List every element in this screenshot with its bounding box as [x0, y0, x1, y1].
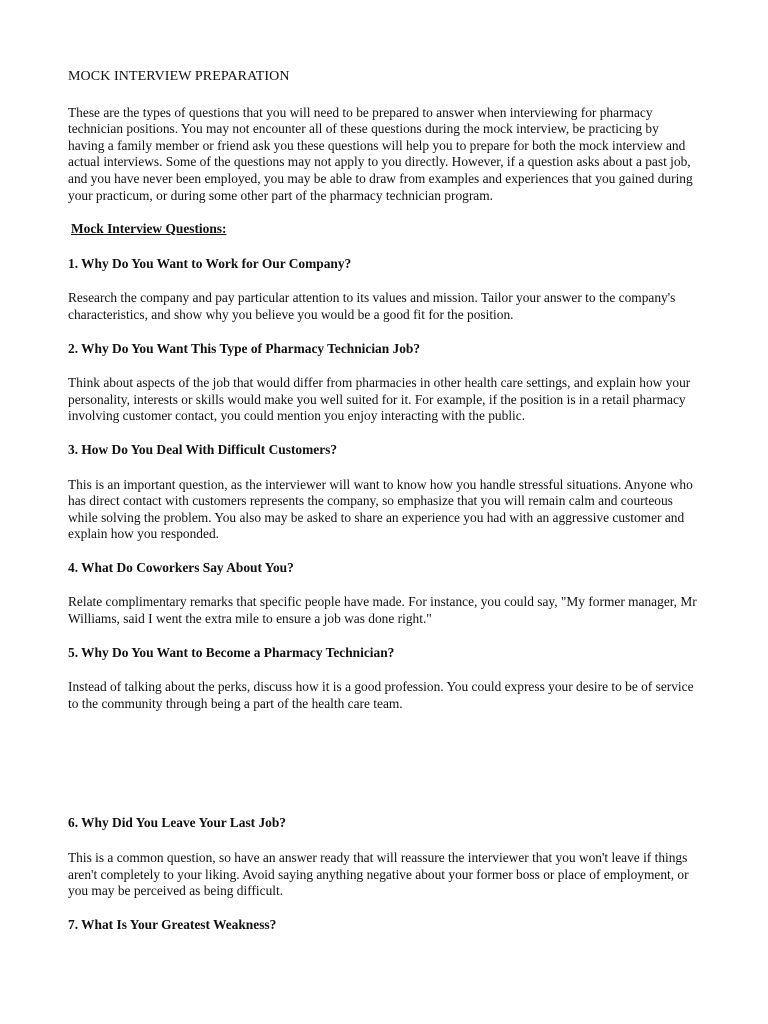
- answer-2: Think about aspects of the job that would differ from pharmacies in other health care settings, and explain how your personality, interests or skills would make you well suited for it. For example, if the position is in a retail pharmacy involving customer contact, you could mention you enjoy interacting with the public.: [68, 375, 691, 424]
- answer-5: Instead of talking about the perks, discuss how it is a good profession. You could express your desire to be of service to the community through being a part of the health care team.: [68, 679, 694, 711]
- answer-3: This is an important question, as the interviewer will want to know how you handle stressful situations. Anyone who has direct contact with customers represents the company, so emphasize that you will remain calm and courteous while solving the problem. You also may be asked to share an experience you had with an aggressive customer and explain how you responded.: [68, 476, 693, 542]
- document-page: [68, 69, 698, 951]
- question-1: 1. Why Do You Want to Work for Our Company?: [68, 255, 352, 271]
- answer-4: Relate complimentary remarks that specific people have made. For instance, you could say, "My former manager, Mr Williams, said I went the extra mile to ensure a job was done right.": [68, 594, 697, 627]
- question-4: 4. What Do Coworkers Say About You?: [68, 559, 294, 575]
- blank-space: [68, 729, 698, 815]
- question-2: 2. Why Do You Want This Type of Pharmacy Technician Job?: [68, 340, 421, 356]
- section-heading: Mock Interview Questions:: [71, 221, 227, 237]
- answer-6: This is a common question, so have an answer ready that will reassure the interviewer that you won't leave if things aren't completely to your liking. Avoid saying anything negative about your former boss or place of employment, or you may be perceived as being difficult.: [68, 850, 689, 899]
- answer-1: Research the company and pay particular attention to its values and mission. Tailor your answer to the company's characteristics, and show why you believe you would be a good fit for the position.: [68, 290, 676, 322]
- question-5: 5. Why Do You Want to Become a Pharmacy Technician?: [68, 644, 395, 660]
- document-title: MOCK INTERVIEW PREPARATION: [68, 69, 290, 84]
- intro-paragraph: These are the types of questions that you will need to be prepared to answer when interviewing for pharmacy technician positions. You may not encounter all of these questions during the mock interview, be practicing by having a family member or friend ask you these questions will help you to prepare for both the mock interview and actual interviews. Some of the questions may not apply to you directly. However, if a question asks about a past job, and you have never been employed, you may be able to draw from examples and experiences that you gained during your practicum, or during some other part of the pharmacy technician program.: [68, 104, 693, 203]
- question-6: 6. Why Did You Leave Your Last Job?: [68, 815, 287, 831]
- question-3: 3. How Do You Deal With Difficult Customers?: [68, 441, 338, 457]
- question-7: 7. What Is Your Greatest Weakness?: [68, 916, 277, 932]
